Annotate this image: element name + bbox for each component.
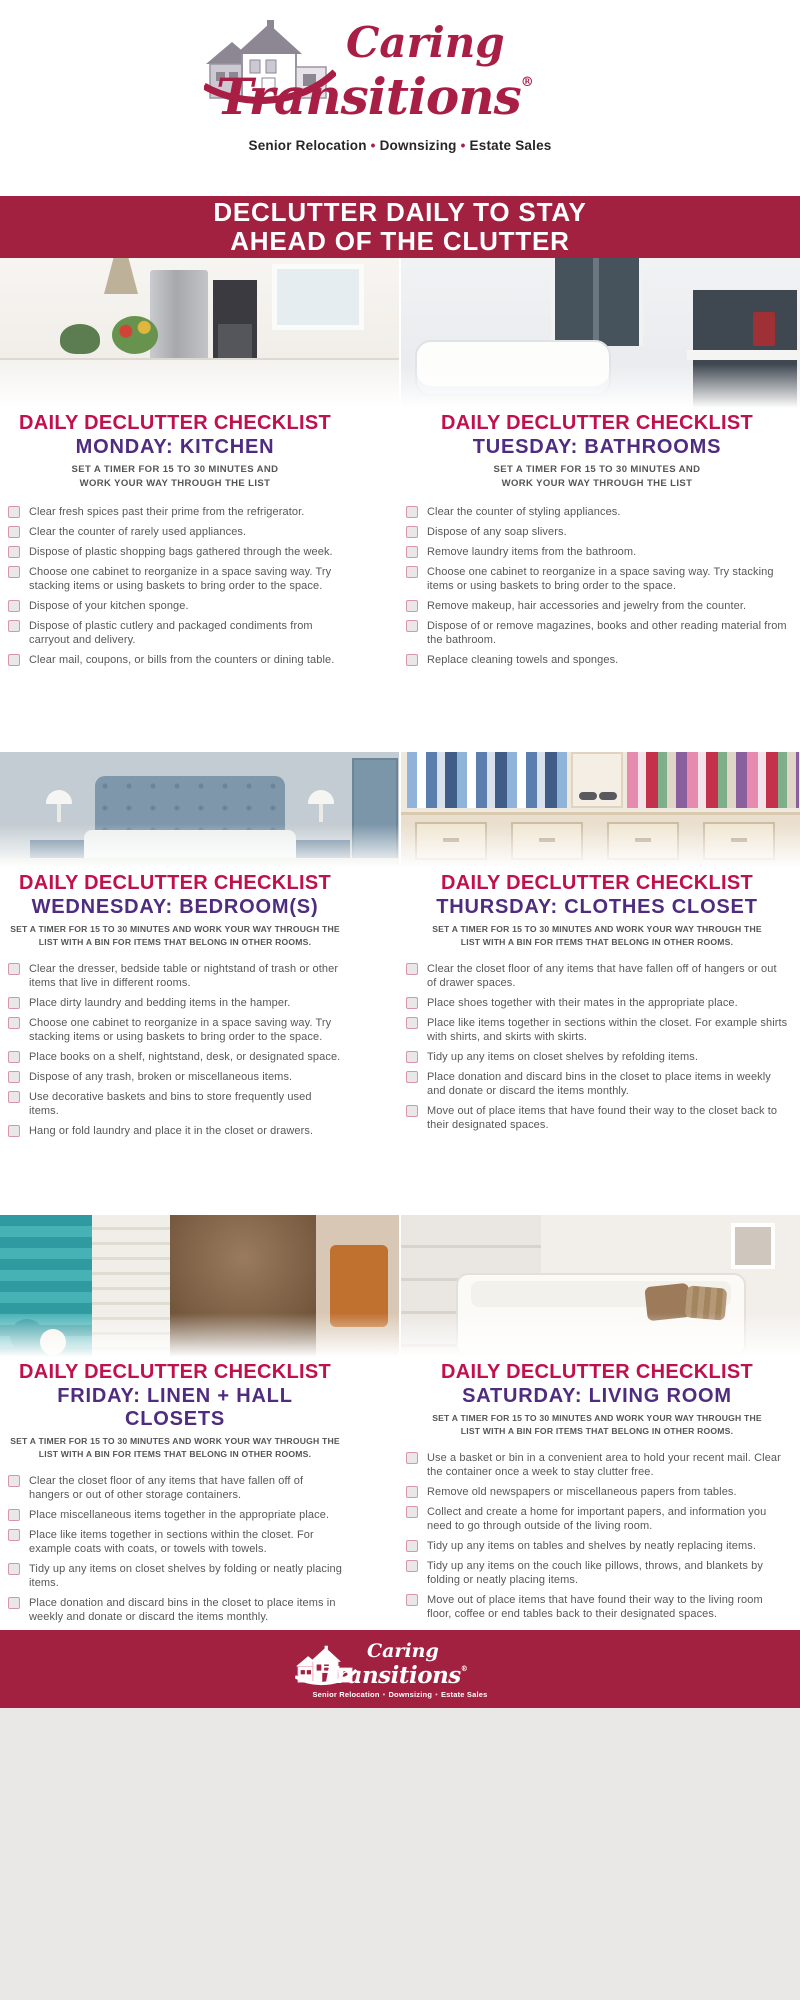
- checklist-item-label: Collect and create a home for important papers, and information you need to go through outside of the living room.: [427, 1506, 767, 1533]
- checklist-item: [8, 545, 342, 559]
- table-lamp: [46, 790, 72, 804]
- checklist-item: [406, 1104, 788, 1132]
- checkbox[interactable]: [8, 526, 20, 538]
- bullet-separator: •: [382, 1690, 386, 1699]
- section-subtitle: SET A TIMER FOR 15 TO 30 MINUTES AND WORK YOUR WAY THROUGH THE LIST WITH A BIN FOR ITEMS THAT BELONG IN OTHER ROOMS.: [432, 1413, 762, 1436]
- white-gap: [0, 660, 800, 752]
- checklist-item-label: Remove laundry items from the bathroom.: [427, 545, 637, 558]
- section-title: DAILY DECLUTTER CHECKLIST: [19, 1361, 331, 1383]
- checklist-item-label: Move out of place items that have found their way to the living room floor, coffee or end tables back to their designated spaces.: [427, 1594, 763, 1621]
- content-row-2: [0, 868, 800, 1142]
- checkbox[interactable]: [406, 1540, 418, 1552]
- checklist-item-label: Choose one cabinet to reorganize in a space saving way. Try stacking items or using baskets to bring order to the space.: [29, 565, 332, 592]
- content-row-3: [0, 1357, 800, 1630]
- checkbox[interactable]: [8, 1563, 20, 1575]
- checklist-item-label: Tidy up any items on tables and shelves by neatly replacing items.: [427, 1540, 757, 1553]
- checkbox[interactable]: [8, 566, 20, 578]
- checklist-item: [8, 619, 342, 647]
- checkbox[interactable]: [406, 1506, 418, 1518]
- checklist-item-label: Place shoes together with their mates in the appropriate place.: [427, 996, 738, 1009]
- checklist-thursday: [406, 962, 788, 1133]
- checkbox[interactable]: [8, 600, 20, 612]
- checklist-item: [8, 505, 342, 519]
- bed-pillows: [84, 830, 296, 868]
- checklist-item-label: Place miscellaneous items together in the appropriate place.: [29, 1508, 330, 1521]
- section-subtitle: SET A TIMER FOR 15 TO 30 MINUTES AND WORK YOUR WAY THROUGH THE LIST WITH A BIN FOR ITEMS THAT BELONG IN OTHER ROOMS.: [432, 924, 762, 947]
- table-lamp: [308, 790, 334, 804]
- section-saturday-living-room: [400, 1357, 800, 1630]
- checklist-item-label: Clear the closet floor of any items that have fallen off of hangers or out of other storage containers.: [29, 1474, 304, 1501]
- section-subtitle: SET A TIMER FOR 15 TO 30 MINUTES AND WORK YOUR WAY THROUGH THE LIST WITH A BIN FOR ITEMS THAT BELONG IN OTHER ROOMS.: [10, 1436, 340, 1459]
- checkbox[interactable]: [8, 546, 20, 558]
- checkbox[interactable]: [406, 526, 418, 538]
- flower-bouquet: [112, 316, 158, 354]
- checkbox[interactable]: [406, 1452, 418, 1464]
- checklist-item: [406, 565, 788, 593]
- checklist-item-label: Hang or fold laundry and place it in the closet or drawers.: [29, 1125, 314, 1138]
- kitchen-window: [272, 264, 364, 330]
- shoes: [599, 792, 617, 800]
- checklist-item-label: Place like items together in sections within the closet. For example shirts with shirts, and skirts with skirts.: [427, 1017, 788, 1044]
- bathroom-photo: [401, 258, 800, 408]
- footer: [0, 1630, 800, 1708]
- drawer: [415, 822, 487, 860]
- checkbox[interactable]: [406, 1051, 418, 1063]
- kitchen-photo: [0, 258, 399, 408]
- drawer: [703, 822, 775, 860]
- checklist-item: [8, 1070, 342, 1084]
- pendant-light: [104, 258, 138, 294]
- fur-throw: [170, 1215, 316, 1357]
- checkbox[interactable]: [406, 963, 418, 975]
- white-knit-blanket: [92, 1215, 170, 1357]
- section-title: DAILY DECLUTTER CHECKLIST: [441, 872, 753, 894]
- checklist-item-label: Remove makeup, hair accessories and jewelry from the counter.: [427, 599, 747, 612]
- footer-brand-transitions: Transitions®: [321, 1662, 468, 1689]
- shoe-cubby: [571, 752, 623, 808]
- checklist-item-label: Clear mail, coupons, or bills from the counters or dining table.: [29, 654, 335, 667]
- checklist-item-label: Use decorative baskets and bins to store frequently used items.: [29, 1091, 312, 1118]
- checklist-item-label: Clear the counter of styling appliances.: [427, 505, 621, 518]
- kitchen-counter: [0, 358, 399, 408]
- red-towel: [753, 312, 775, 346]
- checklist-item: [406, 545, 788, 559]
- living-room-photo: [401, 1215, 800, 1357]
- checkbox[interactable]: [406, 506, 418, 518]
- section-day: TUESDAY: BATHROOMS: [472, 436, 722, 458]
- checklist-item: [8, 1474, 342, 1502]
- hanging-coat: [330, 1245, 388, 1327]
- bathtub: [415, 340, 611, 396]
- checklist-item: [406, 1451, 788, 1479]
- section-day: THURSDAY: CLOTHES CLOSET: [436, 896, 758, 918]
- section-day: FRIDAY: LINEN + HALL CLOSETS: [57, 1385, 293, 1430]
- checklist-item: [406, 599, 788, 613]
- footer-logo: [295, 1638, 505, 1700]
- checklist-item: [8, 996, 342, 1010]
- checkbox[interactable]: [8, 963, 20, 975]
- bedroom-photo: [0, 752, 399, 868]
- footer-tagline: Senior Relocation • Downsizing • Estate Sales: [312, 1690, 488, 1699]
- checkbox[interactable]: [8, 1125, 20, 1137]
- section-subtitle: SET A TIMER FOR 15 TO 30 MINUTES AND WORK YOUR WAY THROUGH THE LIST: [493, 464, 701, 490]
- checkbox[interactable]: [8, 1091, 20, 1103]
- bullet-separator: •: [460, 138, 466, 153]
- nightstand: [294, 840, 350, 868]
- bathroom-window: [551, 258, 643, 346]
- checklist-item-label: Tidy up any items on closet shelves by folding or neatly placing items.: [29, 1563, 342, 1590]
- throw-pillow: [685, 1285, 728, 1320]
- bullet-separator: •: [435, 1690, 438, 1699]
- header-logo-block: [0, 0, 800, 196]
- checklist-item: [8, 599, 342, 613]
- banner-line-2: AHEAD OF THE CLUTTER: [230, 226, 570, 256]
- brand-name-caring: Caring: [346, 18, 505, 67]
- section-title: DAILY DECLUTTER CHECKLIST: [19, 412, 331, 434]
- checklist-item: [406, 962, 788, 990]
- checklist-item-label: Dispose of any soap slivers.: [427, 525, 567, 538]
- section-day: SATURDAY: LIVING ROOM: [462, 1385, 732, 1407]
- checklist-item-label: Place like items together in sections within the closet. For example coats with coats, or towels with towels.: [29, 1529, 314, 1556]
- checklist-item: [406, 505, 788, 519]
- checkbox[interactable]: [406, 1017, 418, 1029]
- photo-row-3: [0, 1215, 800, 1357]
- checklist-item: [406, 1050, 788, 1064]
- checklist-item-label: Dispose of or remove magazines, books and other reading material from the bathroom.: [427, 619, 787, 647]
- section-day: MONDAY: KITCHEN: [75, 436, 275, 458]
- checklist-item-label: Use a basket or bin in a convenient area to hold your recent mail. Clear the container once a week to stay clutter free.: [427, 1451, 781, 1478]
- checkbox[interactable]: [406, 546, 418, 558]
- checklist-item: [8, 565, 342, 593]
- checklist-item-label: Clear the counter of rarely used appliances.: [29, 525, 247, 538]
- checklist-monday: [8, 505, 342, 668]
- checkbox[interactable]: [406, 1071, 418, 1083]
- checklist-item: [8, 1596, 342, 1624]
- checklist-item: [8, 1050, 342, 1064]
- checkbox[interactable]: [8, 997, 20, 1009]
- checklist-item: [8, 1124, 342, 1138]
- brand-tagline: Senior Relocation • Downsizing • Estate Sales: [248, 138, 552, 153]
- checklist-item-label: Replace cleaning towels and sponges.: [427, 654, 619, 667]
- checklist-item-label: Place dirty laundry and bedding items in the hamper.: [29, 996, 291, 1009]
- section-day: WEDNESDAY: BEDROOM(S): [31, 896, 319, 918]
- checkbox[interactable]: [406, 600, 418, 612]
- wall-frame: [731, 1223, 775, 1269]
- checklist-item-label: Dispose of your kitchen sponge.: [29, 599, 189, 612]
- floor: [0, 858, 399, 868]
- checkbox[interactable]: [406, 1105, 418, 1117]
- shoes: [579, 792, 597, 800]
- checkbox[interactable]: [8, 620, 20, 632]
- checklist-item-label: Dispose of any trash, broken or miscellaneous items.: [29, 1071, 293, 1084]
- checklist-item: [406, 1016, 788, 1044]
- checklist-item: [406, 1485, 788, 1499]
- checklist-item-label: Clear the dresser, bedside table or nightstand of trash or other items that live in different rooms.: [29, 962, 339, 989]
- checklist-item: [8, 1090, 342, 1118]
- section-monday-kitchen: [0, 408, 400, 667]
- checklist-item: [8, 1562, 342, 1590]
- refrigerator: [150, 270, 208, 390]
- section-tuesday-bathrooms: [400, 408, 800, 667]
- section-thursday-clothes-closet: [400, 868, 800, 1142]
- checklist-item-label: Place books on a shelf, nightstand, desk, or designated space.: [29, 1051, 341, 1064]
- checklist-item: [406, 619, 788, 647]
- checkbox[interactable]: [406, 566, 418, 578]
- checkbox[interactable]: [8, 1529, 20, 1541]
- checklist-tuesday: [406, 505, 788, 668]
- checkbox[interactable]: [406, 1594, 418, 1606]
- checklist-item: [406, 1505, 788, 1533]
- vanity-counter: [687, 350, 800, 360]
- checklist-item-label: Dispose of plastic shopping bags gathered through the week.: [29, 545, 333, 558]
- hanging-clothes-left: [407, 752, 567, 808]
- checkbox[interactable]: [406, 1560, 418, 1572]
- caring-transitions-logo: [190, 0, 610, 196]
- section-subtitle: SET A TIMER FOR 15 TO 30 MINUTES AND WORK YOUR WAY THROUGH THE LIST WITH A BIN FOR ITEMS THAT BELONG IN OTHER ROOMS.: [10, 924, 340, 947]
- checklist-item: [8, 1508, 342, 1522]
- checklist-item: [406, 1559, 788, 1587]
- checklist-item-label: Clear fresh spices past their prime from the refrigerator.: [29, 505, 305, 518]
- bathroom-vanity: [693, 290, 797, 408]
- checklist-item-label: Move out of place items that have found their way to the closet back to their designated spaces.: [427, 1105, 778, 1132]
- throw-pillow: [644, 1283, 691, 1321]
- registered-mark: ®: [520, 75, 533, 90]
- section-subtitle: SET A TIMER FOR 15 TO 30 MINUTES AND WORK YOUR WAY THROUGH THE LIST: [71, 464, 279, 490]
- section-title: DAILY DECLUTTER CHECKLIST: [441, 1361, 753, 1383]
- footer-brand-caring: Caring: [367, 1640, 439, 1662]
- checkbox[interactable]: [406, 997, 418, 1009]
- bottom-panel: [0, 1708, 800, 2000]
- checkbox[interactable]: [8, 1071, 20, 1083]
- checkbox[interactable]: [8, 1017, 20, 1029]
- checklist-item-label: Clear the closet floor of any items that have fallen off of hangers or out of drawer spaces.: [427, 962, 777, 989]
- content-row-1: [0, 408, 800, 667]
- closet-drawers: [401, 812, 800, 868]
- checklist-item-label: Choose one cabinet to reorganize in a space saving way. Try stacking items or using baskets to bring order to the space.: [29, 1017, 332, 1044]
- banner-line-1: DECLUTTER DAILY TO STAY: [213, 196, 587, 227]
- registered-mark: ®: [460, 1664, 468, 1673]
- nightstand: [30, 840, 86, 868]
- brand-name-transitions: Transitions®: [216, 67, 533, 126]
- checklist-item: [406, 1593, 788, 1621]
- checkbox[interactable]: [8, 1051, 20, 1063]
- checklist-item: [8, 1016, 342, 1044]
- linen-closet-photo: [0, 1215, 399, 1357]
- white-gap: [0, 1142, 800, 1215]
- checklist-item-label: Place donation and discard bins in the closet to place items in weekly and donate or discard the items monthly.: [427, 1071, 771, 1098]
- checklist-item-label: Place donation and discard bins in the closet to place items in weekly and donate or discard the items monthly.: [29, 1597, 336, 1624]
- plant: [60, 324, 100, 354]
- teal-knit-blanket: [0, 1215, 92, 1357]
- section-wednesday-bedrooms: [0, 868, 400, 1142]
- checklist-item: [8, 962, 342, 990]
- title-banner: [0, 196, 800, 258]
- checklist-item: [8, 1528, 342, 1556]
- checklist-item: [406, 1070, 788, 1098]
- checkbox[interactable]: [8, 506, 20, 518]
- drawer: [511, 822, 583, 860]
- section-title: DAILY DECLUTTER CHECKLIST: [19, 872, 331, 894]
- checkbox[interactable]: [8, 1509, 20, 1521]
- photo-row-2: [0, 752, 800, 868]
- checklist-item-label: Tidy up any items on closet shelves by refolding items.: [427, 1051, 699, 1064]
- photo-row-1: [0, 258, 800, 408]
- pom-pom: [10, 1319, 44, 1353]
- checklist-item: [406, 996, 788, 1010]
- pom-pom: [40, 1329, 66, 1355]
- checkbox[interactable]: [8, 1597, 20, 1609]
- checklist-item: [8, 525, 342, 539]
- section-friday-linen-hall-closets: [0, 1357, 400, 1630]
- drawer: [607, 822, 679, 860]
- checklist-saturday: [406, 1451, 788, 1622]
- bedroom-door: [352, 758, 398, 868]
- checklist-item-label: Choose one cabinet to reorganize in a space saving way. Try stacking items or using baskets to bring order to the space.: [427, 565, 774, 592]
- checklist-item: [406, 525, 788, 539]
- clothes-closet-photo: [401, 752, 800, 868]
- checklist-item-label: Remove old newspapers or miscellaneous papers from tables.: [427, 1485, 737, 1498]
- oven: [213, 280, 257, 390]
- checklist-item: [406, 1539, 788, 1553]
- checklist-wednesday: [8, 962, 342, 1139]
- section-title: DAILY DECLUTTER CHECKLIST: [441, 412, 753, 434]
- checkbox[interactable]: [406, 620, 418, 632]
- hanging-clothes-right: [627, 752, 799, 808]
- bullet-separator: •: [370, 138, 376, 153]
- checkbox[interactable]: [406, 1486, 418, 1498]
- checklist-item-label: Dispose of plastic cutlery and packaged condiments from carryout and delivery.: [29, 619, 313, 647]
- checklist-item-label: Tidy up any items on the couch like pillows, throws, and blankets by folding or neatly placing items.: [427, 1560, 763, 1587]
- bed-headboard: [95, 776, 285, 848]
- checkbox[interactable]: [8, 1475, 20, 1487]
